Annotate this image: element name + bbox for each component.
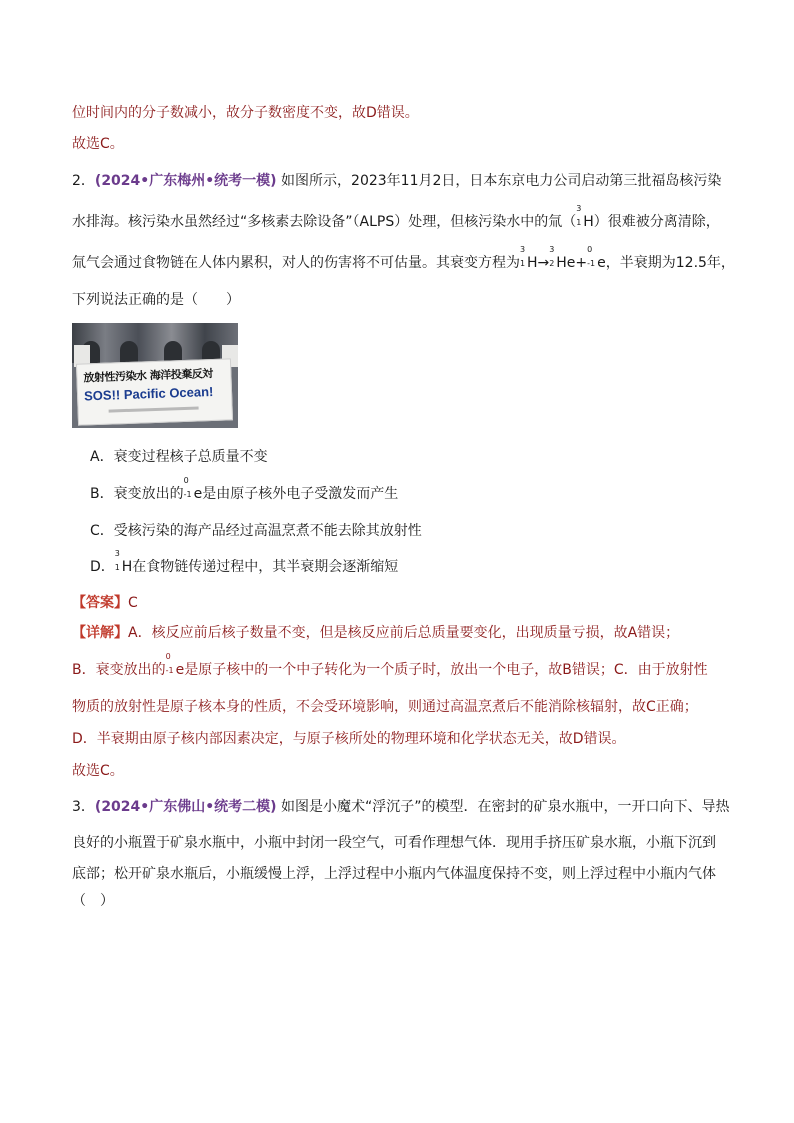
equation-text: He+ [556,255,588,271]
equation-text: H→ [527,255,550,271]
question-number: 2． [72,173,95,189]
option-b: B．衰变放出的 0 -1 e是由原子核外电子受激发而产生 [90,476,399,502]
question-2-line-4: 下列说法正确的是（ ） [72,292,240,308]
nuclide-electron: 0 -1 [587,245,596,268]
answer-line [72,593,732,613]
nuclide-electron: 0 -1 [165,652,174,675]
explanation-line-4: D．半衰期由原子核内部因素决定，与原子核所处的物理环境和化学状态无关，故D错误。 [72,731,626,747]
explanation-label: 【详解】 [72,625,128,641]
question-3-line-1: 3．(2024•广东佛山•统考二模) 如图是小魔术“浮沉子”的模型．在密封的矿泉水瓶中，一开口向下、导热 [72,799,730,815]
text-line: 故选C。 [72,136,124,152]
text-line: 故选C。 [72,763,124,779]
question-text: 氚气会通过食物链在人体内累积，对人的伤害将不可估量。其衰变方程为 [72,255,520,271]
question-source: (2024•广东佛山•统考二模) [94,799,277,815]
nuclide-tritium: 3 1 [114,549,120,572]
question-2-line-2 [72,204,732,232]
question-2-line-3 [72,245,735,273]
nuclide-helium: 3 2 [549,245,555,268]
sign-text-jp: 放射性汚染水 海洋投棄反対 [83,366,213,385]
answer-value: C [128,595,138,611]
question-text: H）很难被分离清除， [583,214,720,230]
text-line: 位时间内的分子数减小，故分子数密度不变，故D错误。 [72,105,419,121]
protest-sign [76,358,233,425]
question-2-line-1 [72,171,732,191]
question-number: 3． [72,799,95,815]
explanation-line-1: 【详解】A．核反应前后核子数量不变，但是核反应前后总质量要变化，出现质量亏损，故A错误； [72,625,680,641]
question-3-line-2: 良好的小瓶置于矿泉水瓶中，小瓶中封闭一段空气，可看作理想气体．现用手挤压矿泉水瓶，小瓶下沉到 [72,835,716,851]
question-text: 水排海。核污染水虽然经过“多核素去除设备”（ALPS）处理，但核污染水中的氚（ [72,214,577,230]
nuclide-tritium: 3 1 [576,204,582,227]
nuclide-electron: 0 -1 [183,476,192,499]
sign-small-print [109,406,199,412]
explanation-line-3: 物质的放射性是原子核本身的性质，不会受环境影响，则通过高温烹煮后不能消除核辐射，故C正确； [72,699,698,715]
nuclide-tritium: 3 1 [520,245,526,268]
question-source: (2024•广东梅州•统考一模) [94,173,277,189]
explanation-line-2: B．衰变放出的 0 -1 e是原子核中的一个中子转化为一个质子时，放出一个电子，故B错误；C．由于放射性 [72,652,708,678]
option-d: D． 3 1 H在食物链传递过程中，其半衰期会逐渐缩短 [90,549,399,575]
option-a: A．衰变过程核子总质量不变 [90,449,268,465]
question-text: e，半衰期为12.5年， [597,255,735,271]
question-3-line-4: （ ） [72,893,114,909]
protest-photo [72,323,238,428]
answer-label: 【答案】 [72,595,128,611]
question-text: 如图所示，2023年11月2日，日本东京电力公司启动第三批福岛核污染 [276,173,722,189]
sign-text-en: SOS!! Pacific Ocean! [83,383,214,404]
option-c: C．受核污染的海产品经过高温烹煮不能去除其放射性 [90,523,422,539]
question-3-line-3: 底部；松开矿泉水瓶后，小瓶缓慢上浮，上浮过程中小瓶内气体温度保持不变，则上浮过程中小瓶内气体 [72,866,716,882]
